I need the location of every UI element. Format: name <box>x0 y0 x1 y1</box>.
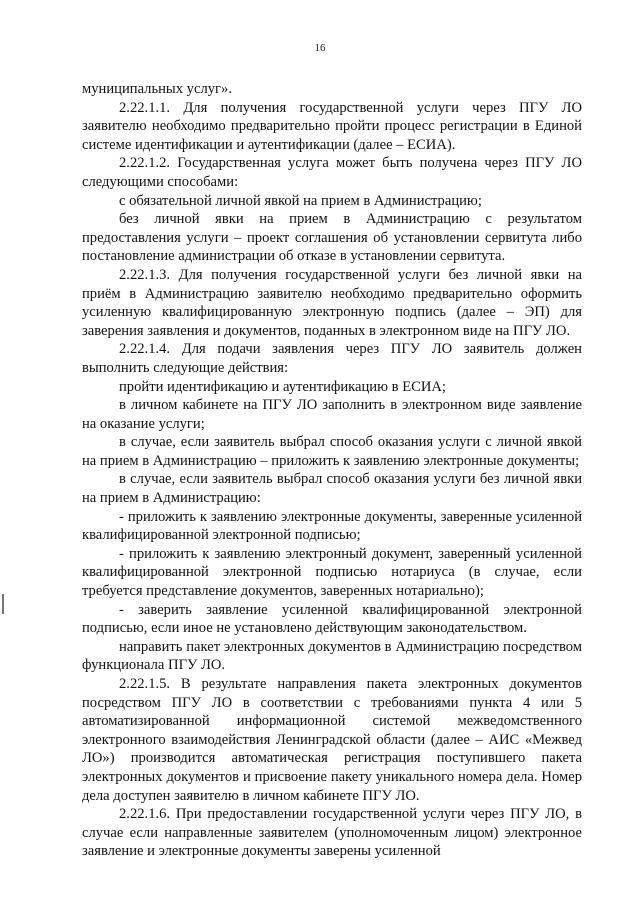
paragraph-2-22-1-2: 2.22.1.2. Государственная услуга может быть получена через ПГУ ЛО следующими способами: <box>82 155 582 190</box>
paragraph-2-22-1-3: 2.22.1.3. Для получения государственной услуги без личной явки на приём в Администрацию заявителю необходимо предварительно оформить усиленную квалифицированную электронную подпись (далее – ЭП) для заверения заявления и документов, поданных в электронном виде на ПГУ ЛО. <box>82 266 582 339</box>
paragraph-method-remote: без личной явки на прием в Администрацию с результатом предоставления услуги – проект соглашения об установлении сервитута либо постановление администрации об отказе в установлении сервитута. <box>82 211 582 265</box>
paragraph-2-22-1-6: 2.22.1.6. При предоставлении государственной услуги через ПГУ ЛО, в случае если направленные заявителем (уполномоченным лицом) электронное заявление и электронные документы заверены усиленной <box>82 806 582 860</box>
paragraph-2-22-1-5: 2.22.1.5. В результате направления пакета электронных документов посредством ПГУ ЛО в соответствии с требованиями пункта 4 или 5 автоматизированной информационной системой межведомственного электронного взаимодействия Ленинградской области (далее – АИС «Межвед ЛО») производится автоматическая регистрация поступившего пакета электронных документов и присвоение пакету уникального номера дела. Номер дела доступен заявителю в личном кабинете ПГУ ЛО. <box>82 676 582 804</box>
paragraph-step-personal-attach: в случае, если заявитель выбрал способ оказания услуги с личной явкой на прием в Администрацию – приложить к заявлению электронные документы; <box>82 434 582 469</box>
paragraph-substep-attach-signed: - приложить к заявлению электронные документы, заверенные усиленной квалифицированной электронной подписью; <box>82 508 582 544</box>
paragraph-2-22-1-1: 2.22.1.1. Для получения государственной услуги через ПГУ ЛО заявителю необходимо предварительно пройти процесс регистрации в Единой системе идентификации и аутентификации (далее – ЕСИА). <box>82 99 582 153</box>
scan-margin-mark <box>2 594 4 614</box>
paragraph-substep-attach-notary: - приложить к заявлению электронный документ, заверенный усиленной квалифицированной электронной подписью нотариуса (в случае, если требуется представление документов, заверенных нотариально); <box>82 545 582 600</box>
paragraph-step-remote: в случае, если заявитель выбрал способ оказания услуги без личной явки на прием в Администрацию: <box>82 471 582 507</box>
paragraph-step-esia: пройти идентификацию и аутентификацию в ЕСИА; <box>119 378 446 395</box>
paragraph-method-personal: с обязательной личной явкой на прием в Администрацию; <box>119 192 482 209</box>
document-body <box>82 80 582 861</box>
paragraph-2-22-1-4: 2.22.1.4. Для подачи заявления через ПГУ ЛО заявитель должен выполнить следующие действия: <box>82 341 582 376</box>
paragraph-step-fill-form: в личном кабинете на ПГУ ЛО заполнить в электронном виде заявление на оказание услуги; <box>82 397 582 432</box>
paragraph-continuation: муниципальных услуг». <box>82 81 232 97</box>
paragraph-substep-sign-application: - заверить заявление усиленной квалифицированной электронной подписью, если иное не установлено действующим законодательством. <box>82 601 582 637</box>
paragraph-step-send-package: направить пакет электронных документов в Администрацию посредством функционала ПГУ ЛО. <box>82 638 582 674</box>
page-number: 16 <box>314 42 326 54</box>
